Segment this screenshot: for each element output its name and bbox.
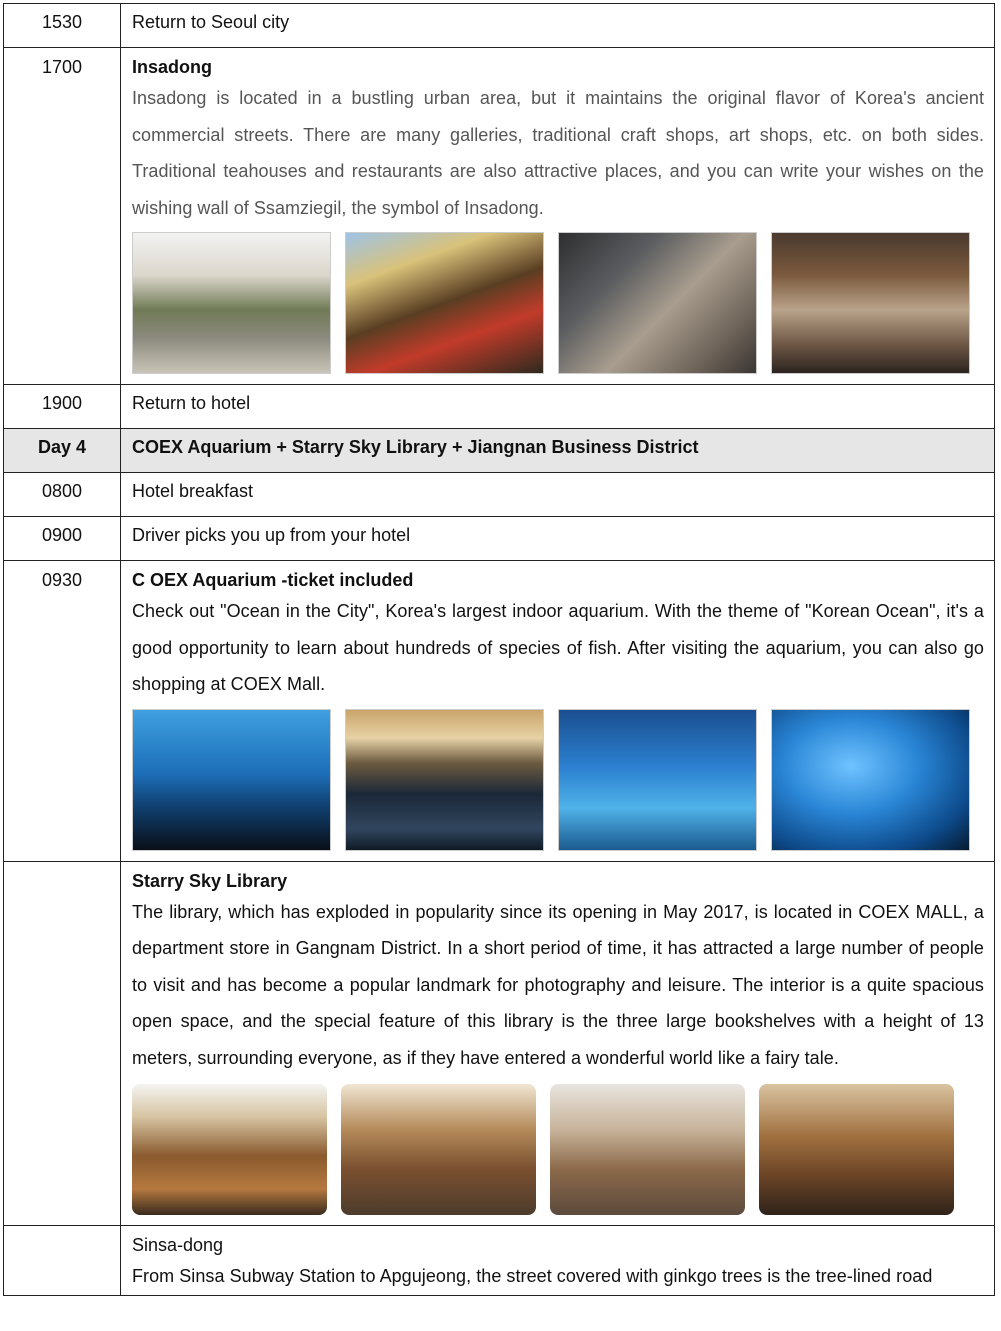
photo-strip xyxy=(132,232,984,374)
insadong-pottery-photo xyxy=(771,232,970,374)
table-row xyxy=(4,1226,995,1296)
library-atrium-photo xyxy=(759,1084,954,1215)
library-escalator-photo xyxy=(341,1084,536,1215)
day-header-row xyxy=(4,429,995,473)
day-label: Day 4 xyxy=(4,429,121,473)
activity-cell: Return to hotel xyxy=(121,385,995,429)
activity-cell xyxy=(121,861,995,1226)
activity-title: Insadong xyxy=(132,57,212,77)
activity-cell xyxy=(121,1226,995,1296)
table-row xyxy=(4,473,995,517)
activity-title: C OEX Aquarium -ticket included xyxy=(132,570,414,590)
aquarium-tunnel-photo xyxy=(771,709,970,851)
time-cell: 0800 xyxy=(4,473,121,517)
time-cell xyxy=(4,861,121,1226)
aquarium-pool-photo xyxy=(345,709,544,851)
aquarium-crowd-photo xyxy=(132,709,331,851)
activity-description: From Sinsa Subway Station to Apgujeong, the street covered with ginkgo trees is the tree-lined road xyxy=(132,1266,933,1286)
table-row xyxy=(4,4,995,48)
library-bookshelf-photo xyxy=(132,1084,327,1215)
activity-cell xyxy=(121,561,995,862)
time-cell: 1900 xyxy=(4,385,121,429)
insadong-shopfront-photo xyxy=(345,232,544,374)
activity-description: Insadong is located in a bustling urban area, but it maintains the original flavor of Korea's ancient commercial streets. There are many galleries, traditional craft shops, art shops, etc. on both sides. Traditional teahouses and restaurants are also attractive places, and you can write your wishes on the wishing wall of Ssamziegil, the symbol of Insadong. xyxy=(132,88,984,218)
activity-cell: Hotel breakfast xyxy=(121,473,995,517)
time-cell: 0930 xyxy=(4,561,121,862)
table-row xyxy=(4,561,995,862)
time-cell: 1530 xyxy=(4,4,121,48)
photo-strip xyxy=(132,1084,984,1215)
activity-title: Starry Sky Library xyxy=(132,870,288,891)
itinerary-table xyxy=(3,3,995,1296)
activity-description: The library, which has exploded in popularity since its opening in May 2017, is located in COEX MALL, a department store in Gangnam District. In a short period of time, it has attracted a large number of people to visit and has become a popular landmark for photography and leisure. The interior is a quite spacious open space, and the special feature of this library is the three large bookshelves with a height of 13 meters, surrounding everyone, as if they have entered a wonderful world like a fairy tale. xyxy=(132,901,984,1068)
insadong-building-photo xyxy=(558,232,757,374)
activity-description: Check out "Ocean in the City", Korea's largest indoor aquarium. With the theme of "Korean Ocean", it's a good opportunity to learn about hundreds of species of fish. After visiting the aquarium, you can also go shopping at COEX Mall. xyxy=(132,601,984,694)
day-title: COEX Aquarium + Starry Sky Library + Jiangnan Business District xyxy=(121,429,995,473)
aquarium-diver-photo xyxy=(558,709,757,851)
insadong-street-photo xyxy=(132,232,331,374)
activity-cell: Driver picks you up from your hotel xyxy=(121,517,995,561)
table-row xyxy=(4,385,995,429)
photo-strip xyxy=(132,709,984,851)
activity-cell xyxy=(121,48,995,385)
library-hall-photo xyxy=(550,1084,745,1215)
table-row xyxy=(4,48,995,385)
activity-cell: Return to Seoul city xyxy=(121,4,995,48)
time-cell: 0900 xyxy=(4,517,121,561)
table-row xyxy=(4,517,995,561)
time-cell xyxy=(4,1226,121,1296)
table-row xyxy=(4,861,995,1226)
time-cell: 1700 xyxy=(4,48,121,385)
activity-title: Sinsa-dong xyxy=(132,1235,224,1255)
